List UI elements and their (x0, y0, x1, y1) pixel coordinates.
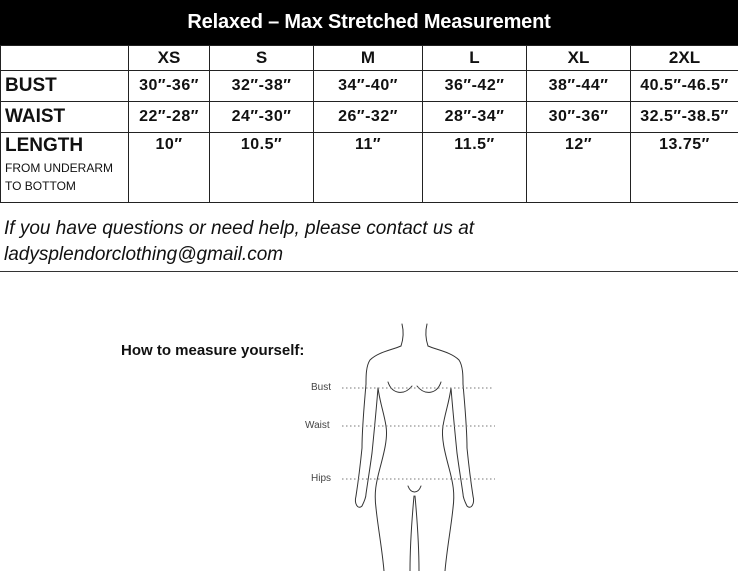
waist-xl: 30″-36″ (527, 102, 631, 133)
corner-cell (1, 46, 129, 71)
contact-help-text (4, 216, 734, 268)
waist-row (1, 102, 738, 133)
length-sublabel-1: FROM UNDERARM (5, 161, 113, 175)
waist-xs: 22″-28″ (129, 102, 210, 133)
waist-guide-label: Waist (305, 420, 330, 431)
size-chart-table (0, 45, 738, 203)
length-m: 11″ (314, 133, 423, 203)
bust-guide-label: Bust (311, 382, 332, 393)
body-figure-illustration (300, 318, 500, 571)
size-l-header: L (423, 46, 527, 71)
bust-label: BUST (1, 71, 129, 102)
contact-email[interactable]: ladysplendorclothing@gmail.com (4, 244, 284, 265)
bust-l: 36″-42″ (423, 71, 527, 102)
waist-l: 28″-34″ (423, 102, 527, 133)
length-row (1, 133, 738, 203)
size-2xl-header: 2XL (631, 46, 738, 71)
length-s: 10.5″ (210, 133, 314, 203)
help-line-1: If you have questions or need help, please contact us at (4, 218, 475, 239)
length-l: 11.5″ (423, 133, 527, 203)
waist-label: WAIST (1, 102, 129, 133)
length-xl: 12″ (527, 133, 631, 203)
bust-xs: 30″-36″ (129, 71, 210, 102)
bust-m: 34″-40″ (314, 71, 423, 102)
size-xs-header: XS (129, 46, 210, 71)
length-sublabel-2: TO BOTTOM (5, 179, 76, 193)
bust-2xl: 40.5″-46.5″ (631, 71, 738, 102)
measure-guide-title: How to measure yourself: (121, 342, 305, 359)
length-2xl: 13.75″ (631, 133, 738, 203)
bust-row (1, 71, 738, 102)
waist-m: 26″-32″ (314, 102, 423, 133)
section-divider (0, 271, 738, 272)
bust-s: 32″-38″ (210, 71, 314, 102)
waist-s: 24″-30″ (210, 102, 314, 133)
bust-xl: 38″-44″ (527, 71, 631, 102)
waist-2xl: 32.5″-38.5″ (631, 102, 738, 133)
length-xs: 10″ (129, 133, 210, 203)
hips-guide-label: Hips (311, 473, 332, 484)
size-header-row (1, 46, 738, 71)
length-label-cell (1, 133, 129, 203)
size-s-header: S (210, 46, 314, 71)
size-xl-header: XL (527, 46, 631, 71)
chart-title: Relaxed – Max Stretched Measurement (0, 0, 738, 45)
length-label: LENGTH (5, 135, 84, 156)
size-m-header: M (314, 46, 423, 71)
